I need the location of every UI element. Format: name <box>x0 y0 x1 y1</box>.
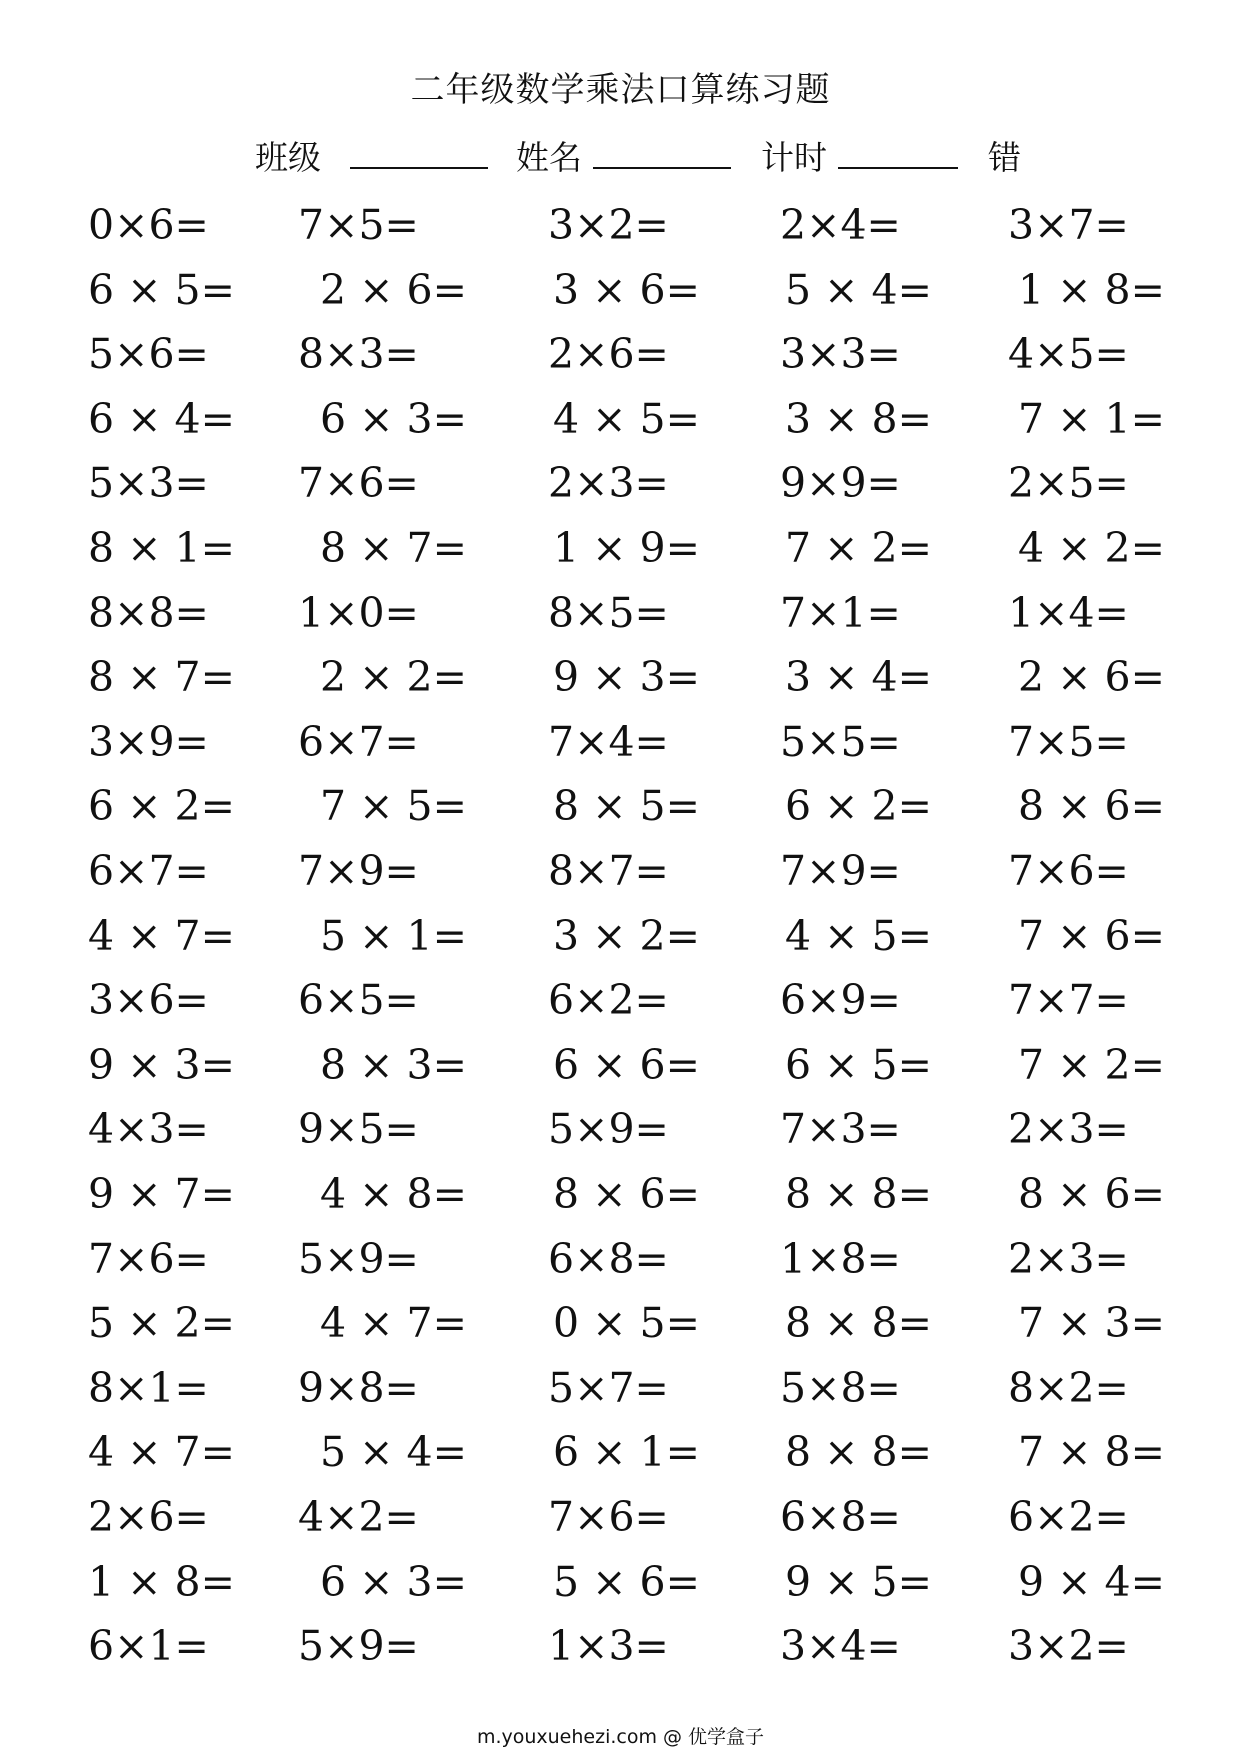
class-label: 班级 <box>255 138 321 177</box>
problem-item: 3×3= <box>780 330 901 379</box>
problem-row <box>0 1488 1241 1546</box>
problem-item: 8×3= <box>298 330 419 379</box>
problem-item: 7×3= <box>780 1105 901 1154</box>
problem-row <box>0 1423 1241 1481</box>
problem-row <box>0 971 1241 1029</box>
problem-row <box>0 261 1241 319</box>
problem-item: 7 × 6= <box>1018 911 1165 960</box>
problem-item: 1×4= <box>1008 588 1129 637</box>
problem-item: 3 × 8= <box>785 394 932 443</box>
problem-item: 6 × 5= <box>88 265 235 314</box>
problem-item: 2×6= <box>88 1493 209 1541</box>
problem-row <box>0 1553 1241 1611</box>
problem-item: 6 × 3= <box>320 1557 467 1606</box>
class-blank[interactable] <box>350 137 488 169</box>
problem-item: 9 × 3= <box>553 653 700 702</box>
problem-item: 7×6= <box>298 459 419 508</box>
problem-item: 7×9= <box>780 847 901 895</box>
problem-item: 8×8= <box>88 588 209 637</box>
problem-item: 1 × 8= <box>1018 265 1165 314</box>
problem-item: 8 × 6= <box>553 1170 700 1218</box>
problem-row <box>0 1036 1241 1094</box>
problem-item: 3×9= <box>88 717 209 766</box>
problem-item: 3×4= <box>780 1622 901 1671</box>
problem-item: 2×3= <box>548 459 669 508</box>
problem-item: 4 × 7= <box>88 1428 235 1477</box>
problem-item: 9 × 4= <box>1018 1557 1165 1606</box>
problem-item: 1 × 8= <box>88 1557 235 1606</box>
problem-item: 6 × 4= <box>88 394 235 443</box>
problem-item: 1 × 9= <box>553 524 700 572</box>
problem-item: 4 × 7= <box>88 911 235 960</box>
problem-item: 8×1= <box>88 1363 209 1412</box>
problem-item: 8 × 8= <box>785 1428 932 1477</box>
problem-item: 7×5= <box>1008 717 1129 766</box>
problem-item: 6×2= <box>1008 1493 1129 1541</box>
problem-item: 2×4= <box>780 201 901 249</box>
problem-item: 9 × 5= <box>785 1557 932 1606</box>
problem-item: 5×9= <box>548 1105 669 1154</box>
header-fields <box>255 132 1021 179</box>
problem-item: 7×7= <box>1008 976 1129 1025</box>
problem-item: 6×8= <box>548 1234 669 1283</box>
problem-item: 9×8= <box>298 1363 419 1412</box>
problem-item: 6×8= <box>780 1493 901 1541</box>
problem-item: 3 × 2= <box>553 911 700 960</box>
problem-item: 4×2= <box>298 1493 419 1541</box>
problem-item: 5 × 4= <box>320 1428 467 1477</box>
problem-item: 6 × 2= <box>88 782 235 831</box>
problem-item: 8 × 6= <box>1018 1170 1165 1218</box>
problem-item: 6×2= <box>548 976 669 1025</box>
problem-row <box>0 1165 1241 1223</box>
problem-item: 3×6= <box>88 976 209 1025</box>
problem-item: 8 × 6= <box>1018 782 1165 831</box>
problem-item: 8 × 7= <box>88 653 235 702</box>
problem-item: 7×6= <box>88 1234 209 1283</box>
problem-item: 9×5= <box>298 1105 419 1154</box>
problem-item: 0×6= <box>88 201 209 249</box>
problem-item: 7×6= <box>1008 847 1129 895</box>
problem-item: 1×3= <box>548 1622 669 1671</box>
problem-item: 2×3= <box>1008 1234 1129 1283</box>
problem-item: 8×5= <box>548 588 669 637</box>
problem-row <box>0 648 1241 706</box>
problem-item: 6×5= <box>298 976 419 1025</box>
footer-watermark: m.youxuehezi.com @ 优学盒子 <box>476 1726 765 1748</box>
problem-row <box>0 777 1241 835</box>
problem-item: 6×9= <box>780 976 901 1025</box>
problem-item: 9×9= <box>780 459 901 508</box>
problem-item: 7 × 3= <box>1018 1299 1165 1348</box>
problem-row <box>0 1230 1241 1288</box>
problem-item: 9 × 7= <box>88 1170 235 1218</box>
problem-row <box>0 1100 1241 1158</box>
problem-item: 2×5= <box>1008 459 1129 508</box>
problem-item: 5 × 4= <box>785 265 932 314</box>
problem-item: 4 × 8= <box>320 1170 467 1218</box>
time-label: 计时 <box>761 138 827 177</box>
problem-item: 6 × 1= <box>553 1428 700 1477</box>
problem-row <box>0 390 1241 448</box>
problem-item: 7×6= <box>548 1493 669 1541</box>
problem-item: 4×5= <box>1008 330 1129 379</box>
problem-row <box>0 1359 1241 1417</box>
problem-item: 5×8= <box>780 1363 901 1412</box>
problem-item: 7 × 8= <box>1018 1428 1165 1477</box>
time-blank[interactable] <box>838 137 958 169</box>
problem-item: 5×6= <box>88 330 209 379</box>
problem-item: 2×6= <box>548 330 669 379</box>
problem-item: 5 × 6= <box>553 1557 700 1606</box>
problem-item: 4 × 5= <box>785 911 932 960</box>
problem-item: 3 × 4= <box>785 653 932 702</box>
problem-item: 3×7= <box>1008 201 1129 249</box>
problem-item: 6×1= <box>88 1622 209 1671</box>
name-label: 姓名 <box>516 138 582 177</box>
problem-row <box>0 1617 1241 1675</box>
problem-item: 5×9= <box>298 1234 419 1283</box>
problem-item: 4×3= <box>88 1105 209 1154</box>
problem-item: 4 × 2= <box>1018 524 1165 572</box>
problem-item: 8×7= <box>548 847 669 895</box>
problem-item: 4 × 7= <box>320 1299 467 1348</box>
problem-item: 7×4= <box>548 717 669 766</box>
page-title: 二年级数学乘法口算练习题 <box>410 70 831 110</box>
problem-item: 6×7= <box>298 717 419 766</box>
problem-row <box>0 907 1241 965</box>
problem-row <box>0 842 1241 900</box>
errors-label: 错 <box>988 138 1021 177</box>
problem-item: 4 × 5= <box>553 394 700 443</box>
problem-item: 8 × 8= <box>785 1299 932 1348</box>
problem-row <box>0 196 1241 254</box>
problem-item: 3 × 6= <box>553 265 700 314</box>
problem-item: 7×1= <box>780 588 901 637</box>
problem-row <box>0 713 1241 771</box>
problem-item: 3×2= <box>1008 1622 1129 1671</box>
problem-item: 1×0= <box>298 588 419 637</box>
problem-item: 5×9= <box>298 1622 419 1671</box>
problem-item: 5 × 2= <box>88 1299 235 1348</box>
problem-item: 8×2= <box>1008 1363 1129 1412</box>
problem-item: 1×8= <box>780 1234 901 1283</box>
problem-item: 7 × 1= <box>1018 394 1165 443</box>
problem-item: 8 × 7= <box>320 524 467 572</box>
problem-item: 7×5= <box>298 201 419 249</box>
problem-row <box>0 1294 1241 1352</box>
problem-item: 2 × 2= <box>320 653 467 702</box>
name-blank[interactable] <box>593 137 731 169</box>
problem-item: 5×3= <box>88 459 209 508</box>
problem-item: 8 × 1= <box>88 524 235 572</box>
problem-item: 8 × 5= <box>553 782 700 831</box>
problem-row <box>0 325 1241 383</box>
problem-item: 2×3= <box>1008 1105 1129 1154</box>
problem-row <box>0 519 1241 577</box>
problem-item: 5×7= <box>548 1363 669 1412</box>
problem-item: 8 × 3= <box>320 1040 467 1089</box>
problem-row <box>0 454 1241 512</box>
problem-item: 9 × 3= <box>88 1040 235 1089</box>
problem-item: 6 × 3= <box>320 394 467 443</box>
problem-item: 7 × 5= <box>320 782 467 831</box>
problem-item: 6 × 2= <box>785 782 932 831</box>
problem-item: 7×9= <box>298 847 419 895</box>
problem-item: 6×7= <box>88 847 209 895</box>
problem-item: 0 × 5= <box>553 1299 700 1348</box>
problem-row <box>0 584 1241 642</box>
problem-item: 7 × 2= <box>785 524 932 572</box>
problem-item: 6 × 5= <box>785 1040 932 1089</box>
problem-item: 8 × 8= <box>785 1170 932 1218</box>
problem-item: 6 × 6= <box>553 1040 700 1089</box>
problem-item: 5×5= <box>780 717 901 766</box>
problem-item: 7 × 2= <box>1018 1040 1165 1089</box>
problem-item: 5 × 1= <box>320 911 467 960</box>
problem-item: 3×2= <box>548 201 669 249</box>
problem-item: 2 × 6= <box>1018 653 1165 702</box>
problem-item: 2 × 6= <box>320 265 467 314</box>
